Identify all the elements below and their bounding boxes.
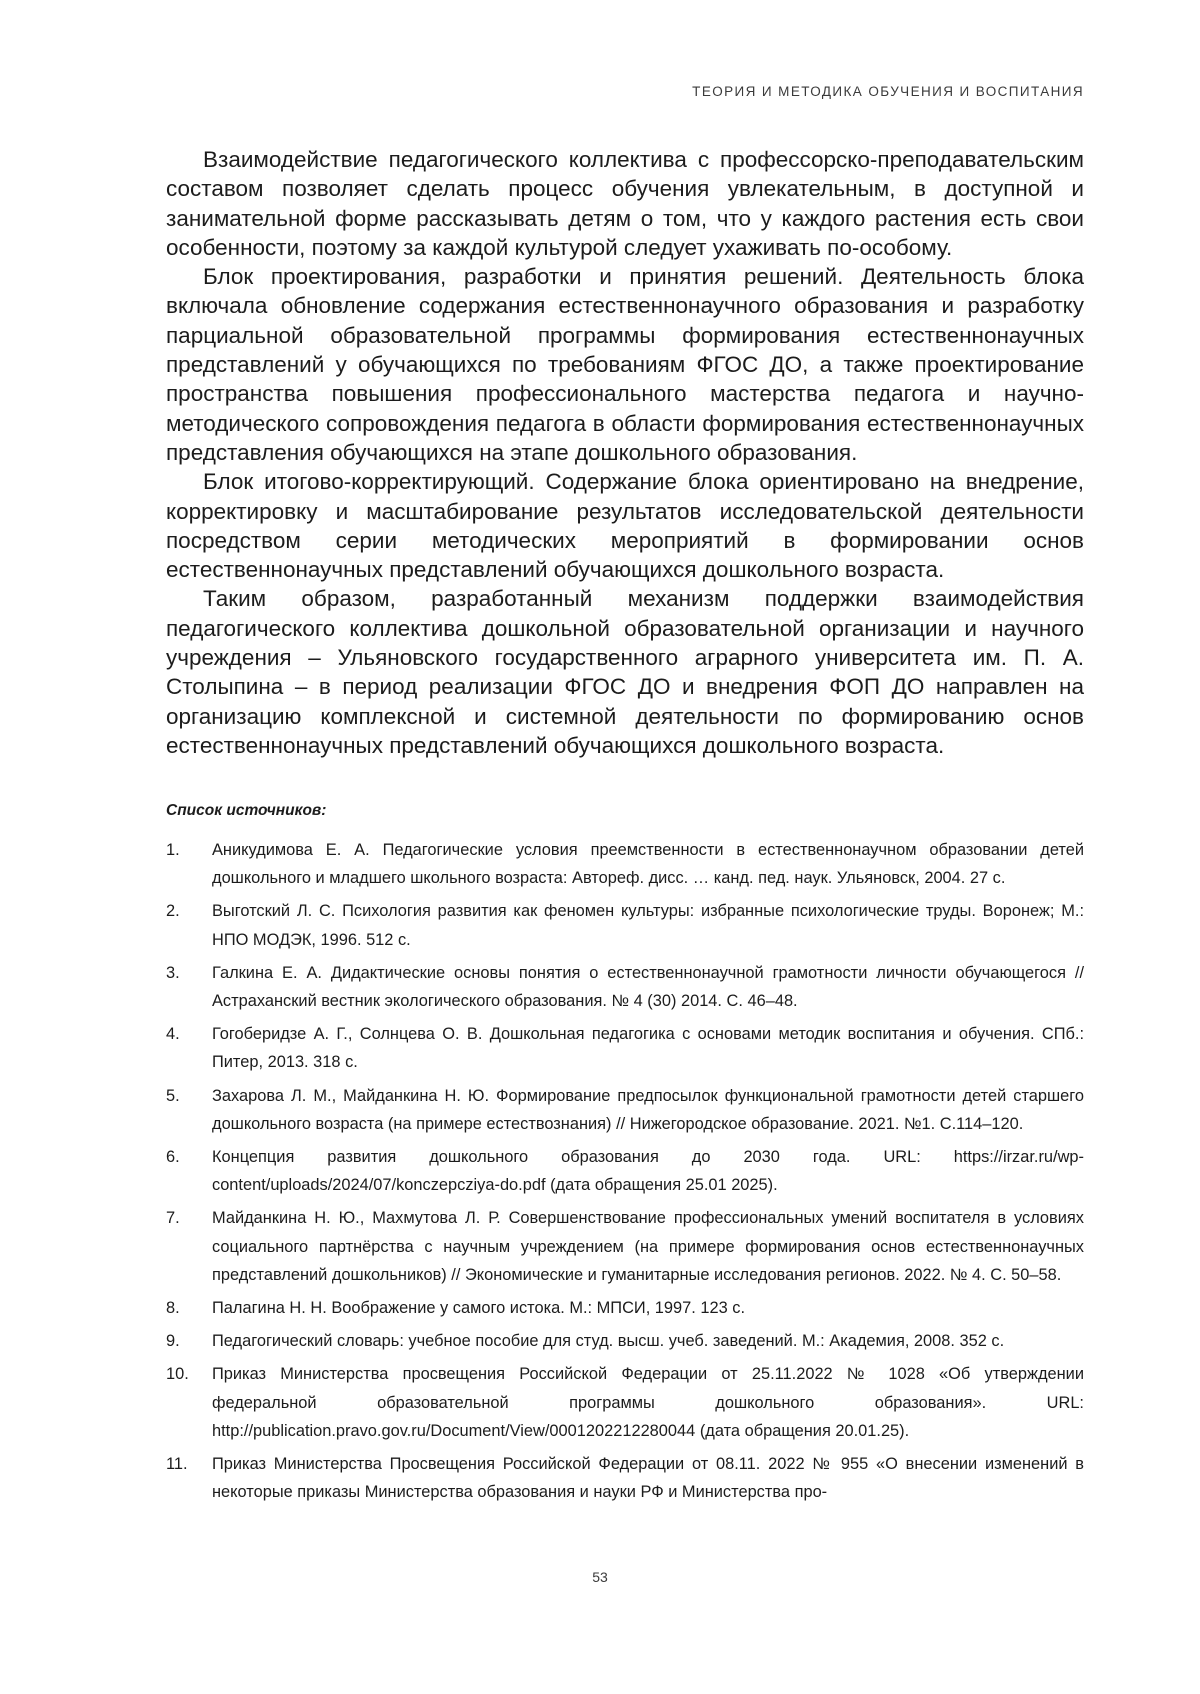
reference-item (166, 959, 1084, 1015)
reference-item (166, 897, 1084, 953)
reference-text: Майданкина Н. Ю., Махмутова Л. Р. Совершенствование профессиональных умений воспитателя в условиях социального партнёрства с научным учреждением (на примере формирования основ естественнонаучных представлений дошкольников) // Экономические и гуманитарные исследования регионов. 2022. № 4. С. 50–58. (212, 1209, 1084, 1284)
reference-item (166, 1294, 1084, 1322)
reference-text: Аникудимова Е. А. Педагогические условия преемственности в естественнонаучном образовании детей дошкольного и младшего школьного возраста: Автореф. дисс. … канд. пед. наук. Ульяновск, 2004. 27 с. (212, 841, 1084, 888)
reference-number: 8. (166, 1299, 180, 1318)
reference-number: 9. (166, 1332, 180, 1351)
reference-number: 4. (166, 1025, 180, 1044)
body-paragraph: Блок проектирования, разработки и принятия решений. Деятельность блока включала обновление содержания естественнонаучного образования и разработку парциальной образовательной программы формирования естественнонаучных представлений у обучающихся по требованиям ФГОС ДО, а также проектирование пространства повышения профессионального мастерства педагога и научно-методического сопровождения педагога в области формирования естественнонаучных представления обучающихся на этапе дошкольного образования. (166, 264, 1084, 465)
reference-text: Педагогический словарь: учебное пособие для студ. высш. учеб. заведений. М.: Академия, 2008. 352 с. (212, 1332, 1005, 1351)
body-paragraph: Таким образом, разработанный механизм поддержки взаимодействия педагогического коллектива дошкольной образовательной организации и научного учреждения – Ульяновского государственного аграрного университета им. П. А. Столыпина – в период реализации ФГОС ДО и внедрения ФОП ДО направлен на организацию комплексной и системной деятельности по формированию основ естественнонаучных представлений обучающихся дошкольного возраста. (166, 586, 1084, 758)
reference-item (166, 1327, 1084, 1355)
reference-text: Гогоберидзе А. Г., Солнцева О. В. Дошкольная педагогика с основами методик воспитания и обучения. СПб.: Питер, 2013. 318 с. (212, 1025, 1084, 1072)
references-list (166, 836, 1084, 1511)
reference-item (166, 1204, 1084, 1289)
reference-text: Выготский Л. С. Психология развития как феномен культуры: избранные психологические труды. Воронеж; М.: НПО МОДЭК, 1996. 512 с. (212, 902, 1084, 949)
reference-number: 10. (166, 1365, 189, 1384)
reference-item (166, 1143, 1084, 1199)
reference-text: Концепция развития дошкольного образования до 2030 года. URL: https://irzar.ru/wp-content/uploads/2024/07/konczepcziya-do.pdf (дата обращения 25.01 2025). (212, 1148, 1084, 1195)
reference-text: Захарова Л. М., Майданкина Н. Ю. Формирование предпосылок функциональной грамотности детей старшего дошкольного возраста (на примере естествознания) // Нижегородское образование. 2021. №1. С.114–120. (212, 1086, 1084, 1133)
reference-number: 11. (166, 1455, 188, 1474)
reference-number: 1. (166, 841, 180, 859)
reference-number: 2. (166, 902, 180, 921)
body-text (166, 145, 1084, 760)
page-number: 53 (592, 1569, 608, 1585)
reference-text: Приказ Министерства Просвещения Российской Федерации от 08.11. 2022 № 955 «О внесении изменений в некоторые приказы Министерства образования и науки РФ и Министерства про- (212, 1455, 1084, 1502)
references-heading: Список источников: (166, 802, 327, 819)
reference-number: 6. (166, 1148, 180, 1167)
reference-number: 5. (166, 1086, 180, 1105)
running-header: ТЕОРИЯ И МЕТОДИКА ОБУЧЕНИЯ И ВОСПИТАНИЯ (692, 84, 1084, 99)
reference-item (166, 836, 1084, 892)
reference-text: Приказ Министерства просвещения Российской Федерации от 25.11.2022 № 1028 «Об утверждении федеральной образовательной программы дошкольного образования». URL: http://publication.pravo.gov.ru/Document/View/0001202212280044 (дата обращения 20.01.25). (212, 1365, 1084, 1440)
reference-item (166, 1020, 1084, 1076)
reference-text: Галкина Е. А. Дидактические основы понятия о естественнонаучной грамотности личности обучающегося // Астраханский вестник экологического образования. № 4 (30) 2014. С. 46–48. (212, 963, 1084, 1011)
reference-text: Палагина Н. Н. Воображение у самого истока. М.: МПСИ, 1997. 123 с. (212, 1299, 746, 1318)
body-paragraph: Блок итогово-корректирующий. Содержание блока ориентировано на внедрение, корректировку и масштабирование результатов исследовательской деятельности посредством серии методических мероприятий в формировании основ естественнонаучных представлений обучающихся дошкольного возраста. (166, 469, 1084, 583)
reference-item (166, 1450, 1084, 1506)
reference-item (166, 1082, 1084, 1138)
body-paragraph: Взаимодействие педагогического коллектива с профессорско-преподавательским составом позволяет сделать процесс обучения увлекательным, в доступной и занимательной форме рассказывать детям о том, что у каждого растения есть свои особенности, поэтому за каждой культурой следует ухаживать по-особому. (166, 147, 1084, 260)
reference-number: 7. (166, 1209, 180, 1228)
reference-item (166, 1360, 1084, 1445)
reference-number: 3. (166, 963, 180, 982)
